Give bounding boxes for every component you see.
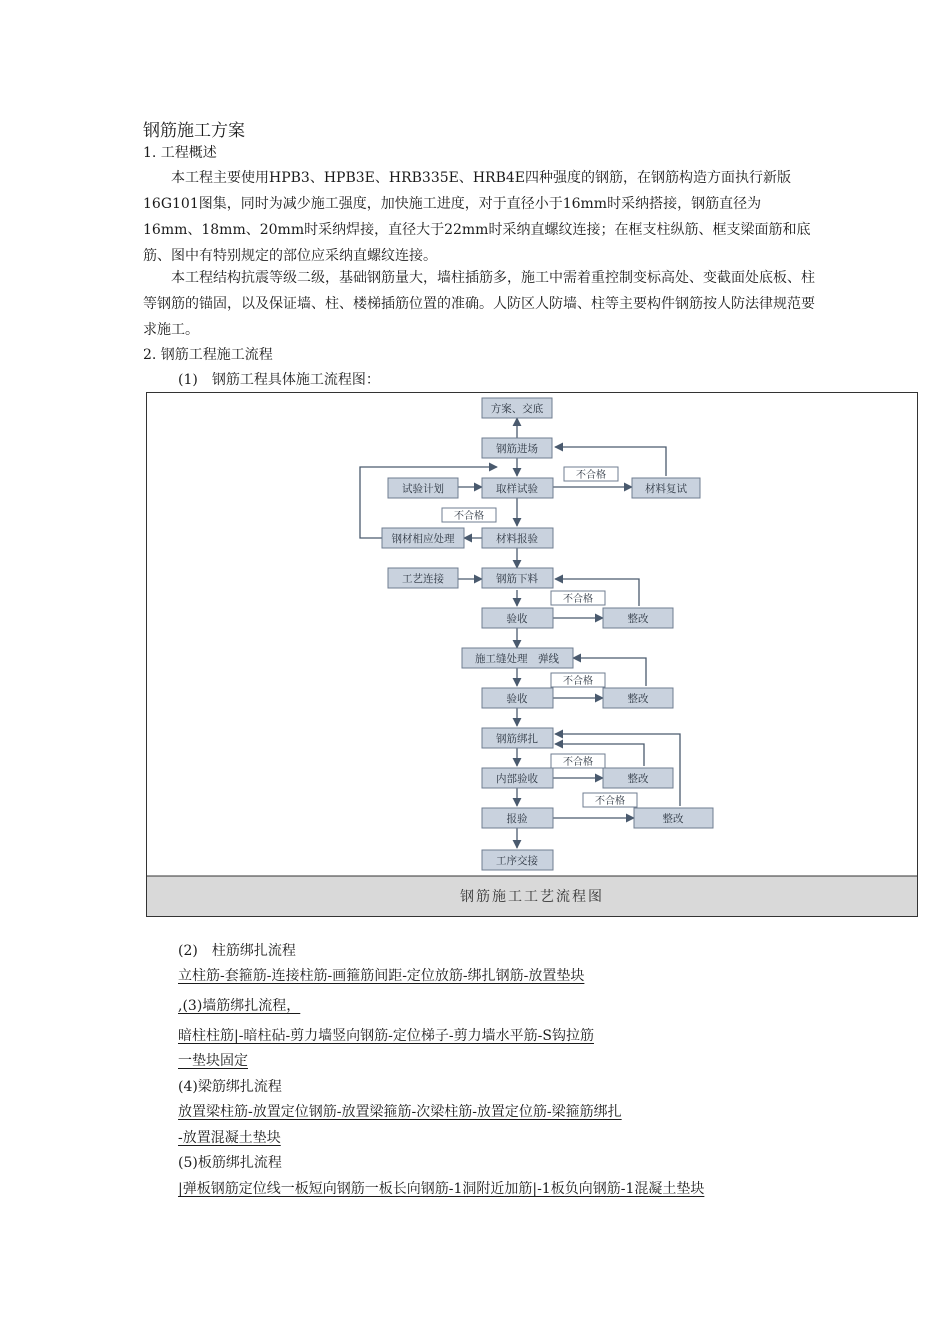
node-check-1: [482, 608, 553, 628]
svg-text:整改: 整改: [662, 813, 684, 825]
flowchart-caption: 钢筋施工工艺流程图: [460, 889, 604, 905]
node-internal: [482, 768, 553, 788]
node-arrival: [482, 438, 552, 458]
svg-text:试验计划: 试验计划: [402, 483, 444, 495]
svg-text:钢材相应处理: 钢材相应处理: [391, 533, 455, 545]
node-handover: [482, 850, 553, 870]
fail-label-internal: [551, 754, 605, 768]
svg-text:工序交接: 工序交接: [496, 855, 538, 867]
node-cutting: [482, 568, 553, 588]
svg-text:整改: 整改: [627, 773, 649, 785]
svg-text:施工缝处理 弹线: 施工缝处理 弹线: [475, 653, 559, 665]
column-binding-steps: 立柱筋-套箍筋-连接柱筋-画箍筋间距-定位放筋-绑扎钢筋-放置垫块: [178, 968, 585, 984]
node-fix-4: [634, 808, 713, 828]
svg-text:验收: 验收: [506, 613, 528, 625]
sub-heading-slab-binding: (5)板筋绑扎流程: [178, 1155, 282, 1171]
section-1-paragraph-1: 本工程主要使用HPB3、HPB3E、HRB335E、HRB4E四种强度的钢筋，在钢筋构造方面执行新版16G101图集，同时为减少施工强度，加快施工进度，对于直径小于16mm时采纳搭接，钢筋直径为16mm、18mm、20mm时采纳焊接，直径大于22mm时采纳直螺纹连接；在框支柱纵筋、框支梁面筋和底筋、图中有特别规定的部位应采纳直螺纹连接。: [143, 170, 811, 264]
construction-flowchart: [146, 392, 918, 917]
svg-text:材料复试: 材料复试: [645, 483, 687, 495]
node-process: [388, 568, 458, 588]
svg-text:取样试验: 取样试验: [496, 483, 538, 495]
sub-heading-wall-binding: ,(3)墙筋绑扎流程，: [178, 998, 301, 1014]
node-trial-plan: [388, 478, 458, 498]
svg-text:不合格: 不合格: [454, 511, 484, 522]
node-retest: [632, 478, 700, 498]
node-sampling: [482, 478, 553, 498]
svg-text:钢筋下料: 钢筋下料: [496, 573, 538, 585]
node-plan: [482, 398, 552, 418]
node-handling: [382, 528, 464, 548]
fail-label-check-2: [551, 673, 605, 687]
fail-label-report: [442, 508, 496, 522]
svg-text:钢筋进场: 钢筋进场: [496, 443, 538, 455]
sub-heading-column-binding: (2) 柱筋绑扎流程: [178, 943, 296, 959]
node-report: [482, 528, 553, 548]
node-binding: [482, 728, 553, 748]
node-fix-3: [603, 768, 673, 788]
node-fix-2: [603, 688, 673, 708]
section-1-paragraph-2: 本工程结构抗震等级二级，基础钢筋量大，墙柱插筋多，施工中需着重控制变标高处、变截面处底板、柱等钢筋的锚固，以及保证墙、柱、楼梯插筋位置的准确。人防区人防墙、柱等主要构件钢筋按人防法律规范要求施工。: [143, 270, 815, 338]
section-2-heading: 2. 钢筋工程施工流程: [143, 347, 273, 363]
svg-text:报验: 报验: [506, 813, 528, 825]
node-check-2: [482, 688, 553, 708]
svg-text:钢筋绑扎: 钢筋绑扎: [496, 733, 538, 745]
slab-binding-steps: |弹板钢筋定位线一板短向钢筋一板长向钢筋-1洞附近加筋|-1板负向钢筋-1混凝土垫块: [178, 1181, 705, 1197]
beam-binding-steps-2: -放置混凝土垫块: [178, 1130, 281, 1146]
sub-heading-beam-binding: (4)梁筋绑扎流程: [178, 1079, 282, 1095]
fail-label-retest: [564, 467, 618, 481]
flowchart-intro: (1) 钢筋工程具体施工流程图：: [178, 372, 380, 388]
svg-text:不合格: 不合格: [576, 470, 606, 481]
svg-text:不合格: 不合格: [595, 796, 625, 807]
svg-text:整改: 整改: [627, 613, 649, 625]
svg-text:方案、交底: 方案、交底: [490, 403, 544, 415]
svg-text:工艺连接: 工艺连接: [402, 573, 444, 585]
svg-text:不合格: 不合格: [563, 594, 593, 605]
beam-binding-steps-1: 放置梁柱筋-放置定位钢筋-放置梁箍筋-次梁柱筋-放置定位筋-梁箍筋绑扎: [178, 1104, 622, 1120]
svg-text:材料报验: 材料报验: [496, 533, 538, 545]
svg-text:不合格: 不合格: [563, 757, 593, 768]
svg-text:不合格: 不合格: [563, 676, 593, 687]
fail-label-check-1: [551, 591, 605, 605]
section-1-heading: 1. 工程概述: [143, 145, 217, 161]
wall-binding-steps-1: 暗柱柱筋|-暗柱砧-剪力墙竖向钢筋-定位梯子-剪力墙水平筋-S钩拉筋: [178, 1028, 594, 1044]
fail-label-inspect: [583, 793, 637, 807]
node-joint: [462, 648, 573, 668]
page-title: 钢筋施工方案: [143, 121, 245, 141]
node-fix-1: [603, 608, 673, 628]
wall-binding-steps-2: 一垫块固定: [178, 1053, 248, 1069]
svg-text:验收: 验收: [506, 693, 528, 705]
svg-text:内部验收: 内部验收: [496, 773, 538, 785]
node-inspect: [482, 808, 553, 828]
svg-text:整改: 整改: [627, 693, 649, 705]
